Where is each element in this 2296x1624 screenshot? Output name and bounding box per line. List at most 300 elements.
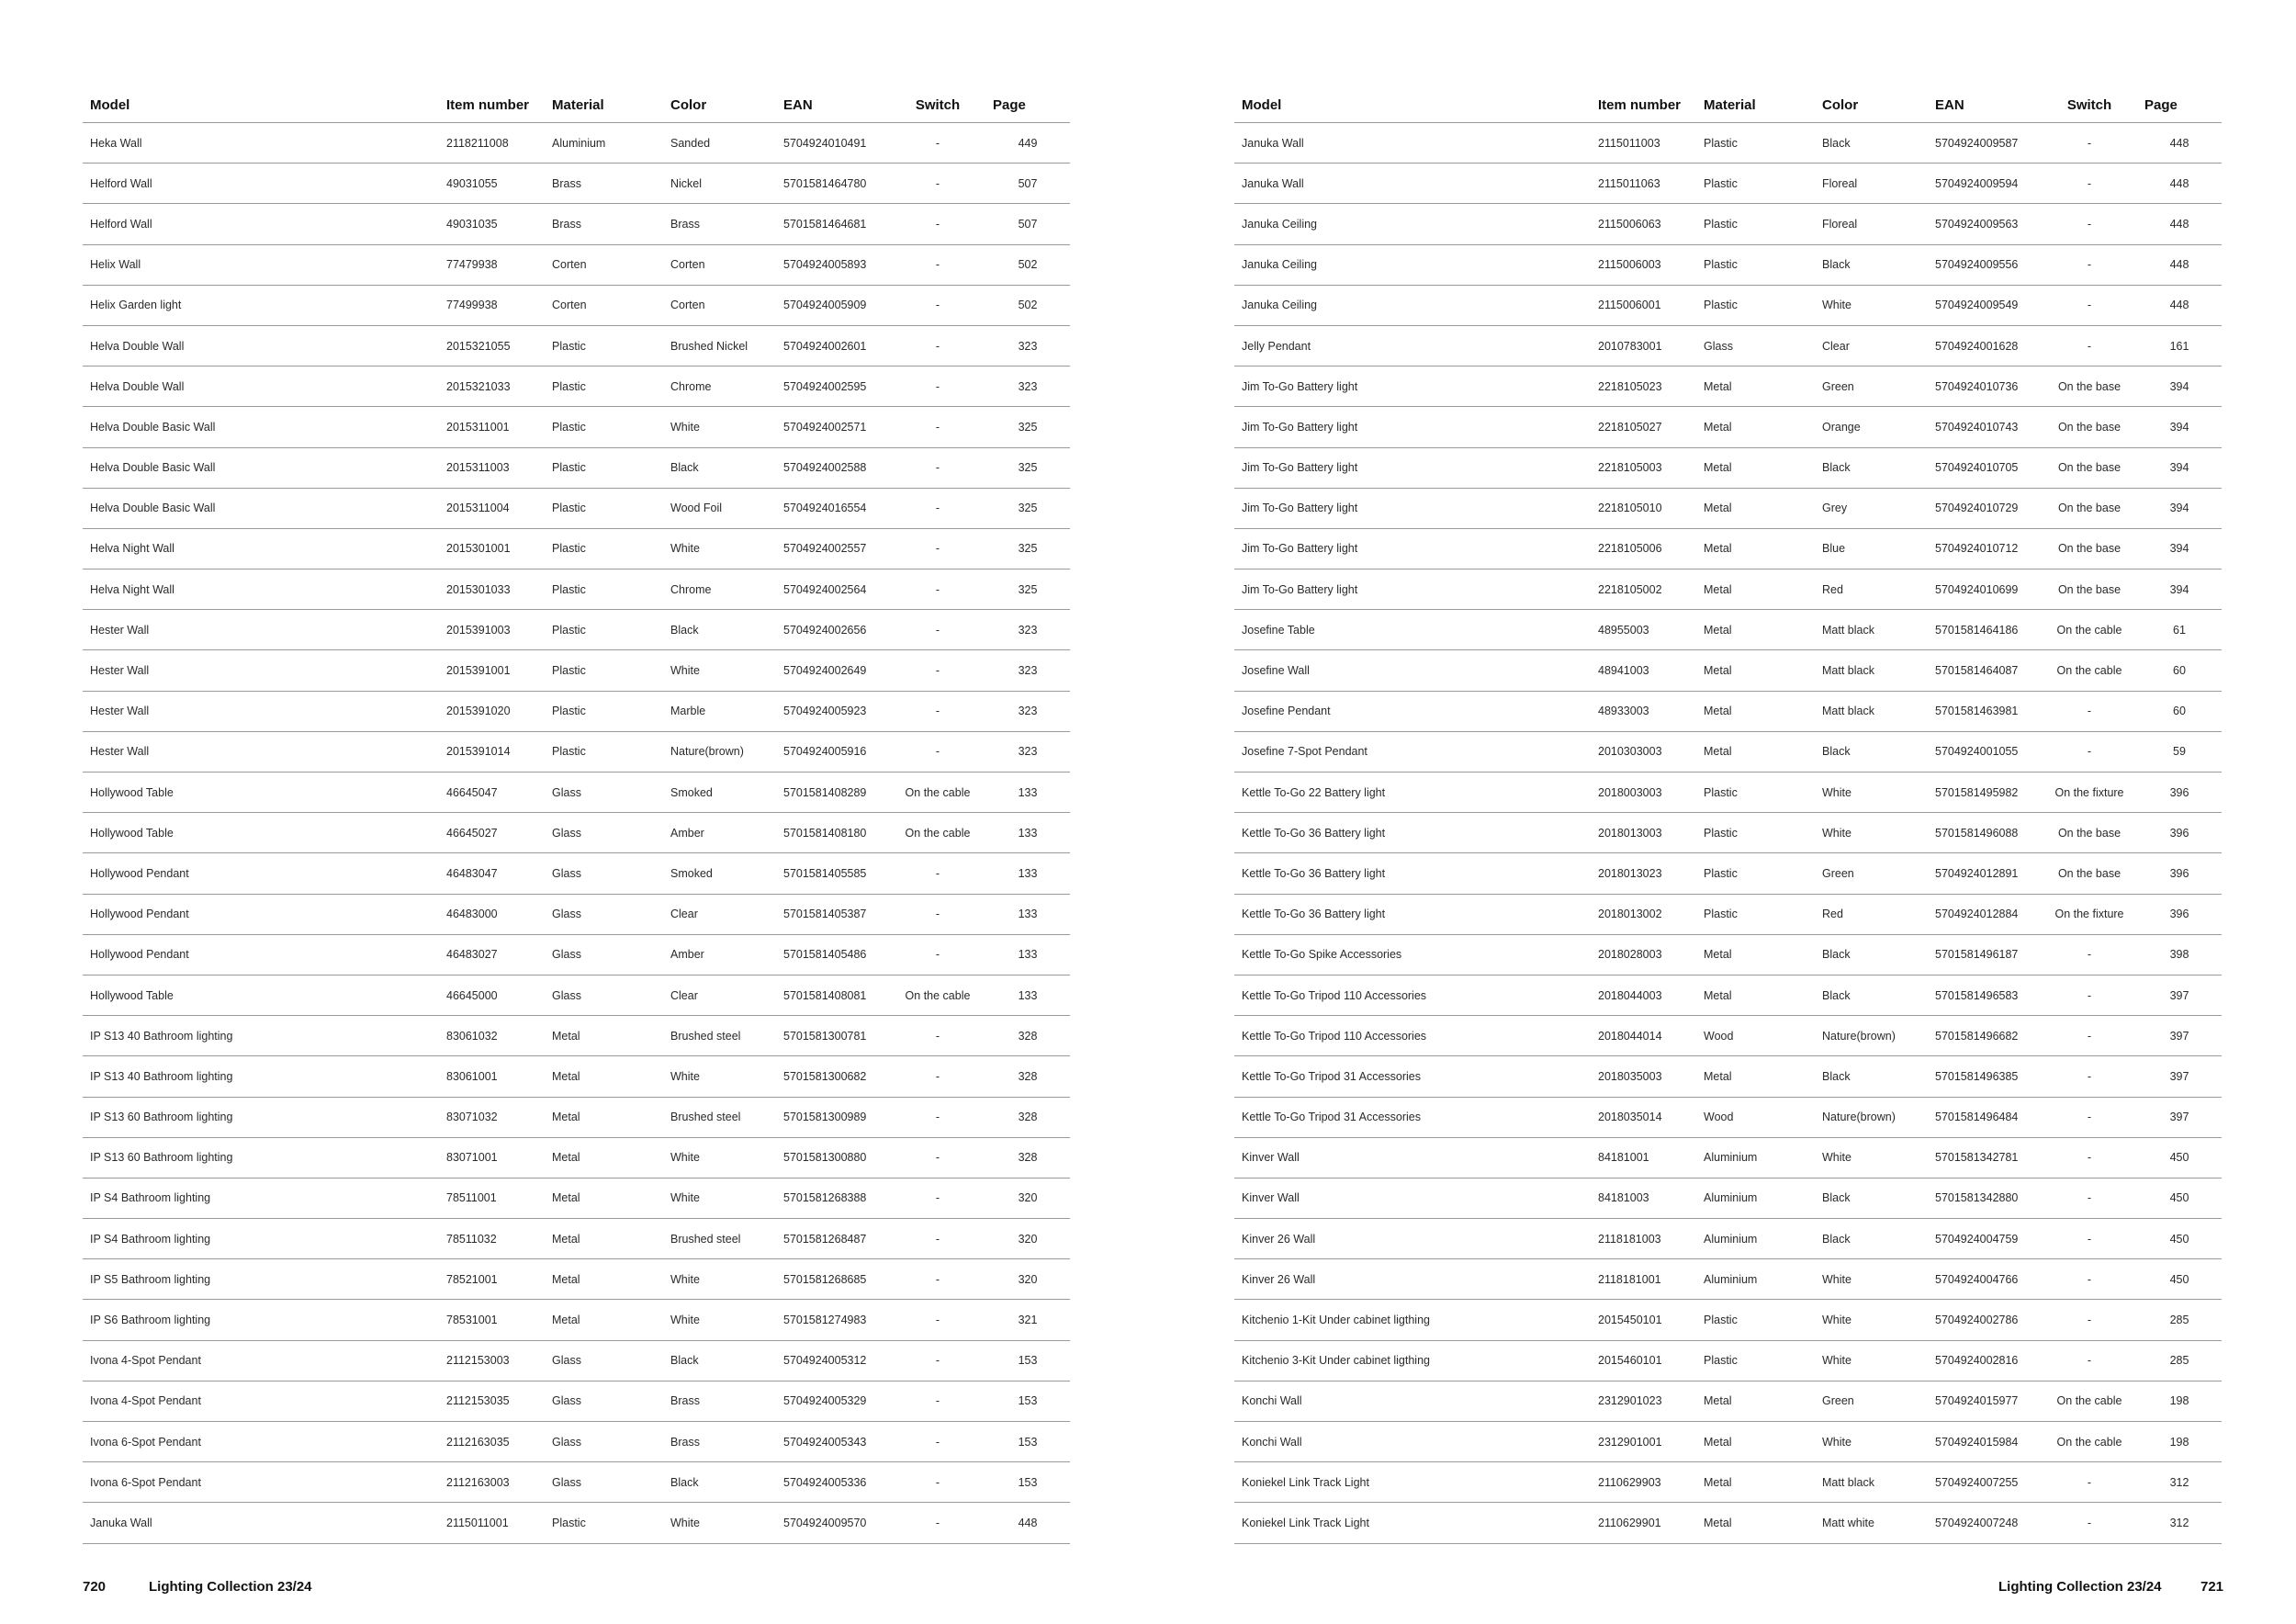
cell-color: Black: [663, 1462, 776, 1503]
cell-model: Kettle To-Go 36 Battery light: [1234, 813, 1591, 853]
cell-item-number: 2112163035: [439, 1422, 545, 1462]
cell-switch: -: [890, 1016, 985, 1056]
cell-ean: 5704924010729: [1928, 488, 2042, 528]
cell-switch: On the base: [2042, 813, 2137, 853]
table-row: [83, 975, 1070, 1015]
cell-material: Glass: [545, 1462, 663, 1503]
cell-ean: 5704924009587: [1928, 123, 2042, 164]
cell-model: Januka Ceiling: [1234, 244, 1591, 285]
cell-model: Helford Wall: [83, 164, 439, 204]
cell-ean: 5704924002786: [1928, 1300, 2042, 1340]
cell-item-number: 2112153003: [439, 1340, 545, 1381]
cell-item-number: 2015321033: [439, 367, 545, 407]
cell-page: 285: [2137, 1300, 2222, 1340]
cell-material: Plastic: [545, 731, 663, 772]
cell-ean: 5701581300880: [776, 1137, 890, 1178]
table-row: [1234, 1056, 2222, 1097]
cell-switch: -: [890, 1462, 985, 1503]
cell-model: Jim To-Go Battery light: [1234, 407, 1591, 447]
cell-model: Ivona 6-Spot Pendant: [83, 1462, 439, 1503]
cell-model: Kitchenio 3-Kit Under cabinet ligthing: [1234, 1340, 1591, 1381]
cell-switch: -: [2042, 123, 2137, 164]
table-row: [83, 204, 1070, 244]
cell-item-number: 2015391001: [439, 650, 545, 691]
cell-item-number: 2018013003: [1591, 813, 1696, 853]
cell-switch: On the cable: [2042, 1422, 2137, 1462]
table-row: [1234, 1178, 2222, 1218]
cell-color: Floreal: [1815, 164, 1928, 204]
cell-material: Glass: [545, 934, 663, 975]
cell-material: Brass: [545, 164, 663, 204]
table-row: [1234, 528, 2222, 569]
cell-page: 198: [2137, 1381, 2222, 1421]
cell-material: Metal: [1696, 691, 1815, 731]
table-row: [1234, 773, 2222, 813]
cell-page: 323: [985, 731, 1070, 772]
header-ean: EAN: [776, 88, 890, 123]
cell-color: White: [1815, 285, 1928, 325]
cell-material: Plastic: [545, 610, 663, 650]
cell-color: Black: [1815, 447, 1928, 488]
cell-material: Plastic: [1696, 244, 1815, 285]
cell-material: Metal: [1696, 528, 1815, 569]
cell-color: White: [1815, 1340, 1928, 1381]
cell-model: Ivona 4-Spot Pendant: [83, 1340, 439, 1381]
cell-ean: 5704924005312: [776, 1340, 890, 1381]
table-row: [1234, 367, 2222, 407]
cell-page: 133: [985, 894, 1070, 934]
cell-page: 325: [985, 570, 1070, 610]
cell-page: 285: [2137, 1340, 2222, 1381]
table-row: [1234, 813, 2222, 853]
cell-item-number: 2018044014: [1591, 1016, 1696, 1056]
table-row: [1234, 1340, 2222, 1381]
table-row: [1234, 1259, 2222, 1300]
cell-model: Kinver 26 Wall: [1234, 1259, 1591, 1300]
cell-material: Metal: [545, 1137, 663, 1178]
cell-item-number: 46483000: [439, 894, 545, 934]
cell-color: Corten: [663, 285, 776, 325]
cell-ean: 5704924001055: [1928, 731, 2042, 772]
table-row: [83, 650, 1070, 691]
cell-page: 448: [2137, 244, 2222, 285]
cell-model: IP S13 40 Bathroom lighting: [83, 1016, 439, 1056]
cell-color: White: [663, 1056, 776, 1097]
right-footer-title: Lighting Collection 23/24: [1998, 1579, 2162, 1595]
cell-material: Plastic: [545, 528, 663, 569]
cell-material: Metal: [1696, 1503, 1815, 1543]
cell-model: IP S13 60 Bathroom lighting: [83, 1137, 439, 1178]
header-color: Color: [663, 88, 776, 123]
cell-page: 133: [985, 934, 1070, 975]
cell-switch: On the base: [2042, 853, 2137, 894]
cell-switch: On the cable: [2042, 1381, 2137, 1421]
cell-switch: -: [890, 325, 985, 366]
table-row: [1234, 1381, 2222, 1421]
cell-page: 396: [2137, 813, 2222, 853]
cell-color: Matt black: [1815, 650, 1928, 691]
cell-material: Metal: [1696, 407, 1815, 447]
cell-color: Marble: [663, 691, 776, 731]
cell-color: Nature(brown): [1815, 1016, 1928, 1056]
table-row: [1234, 123, 2222, 164]
cell-color: Orange: [1815, 407, 1928, 447]
cell-model: Kinver 26 Wall: [1234, 1219, 1591, 1259]
cell-item-number: 2218105010: [1591, 488, 1696, 528]
cell-model: Hester Wall: [83, 610, 439, 650]
cell-switch: -: [2042, 731, 2137, 772]
cell-switch: -: [2042, 691, 2137, 731]
cell-material: Metal: [1696, 367, 1815, 407]
cell-model: Januka Wall: [1234, 123, 1591, 164]
cell-ean: 5704924005343: [776, 1422, 890, 1462]
cell-color: Matt black: [1815, 691, 1928, 731]
table-row: [83, 367, 1070, 407]
cell-switch: -: [2042, 1137, 2137, 1178]
cell-material: Plastic: [1696, 1340, 1815, 1381]
cell-ean: 5701581495982: [1928, 773, 2042, 813]
table-row: [1234, 447, 2222, 488]
cell-page: 312: [2137, 1462, 2222, 1503]
table-row: [1234, 731, 2222, 772]
cell-color: Amber: [663, 934, 776, 975]
right-table-body: [1234, 123, 2222, 1544]
cell-item-number: 2218105003: [1591, 447, 1696, 488]
cell-switch: -: [2042, 1503, 2137, 1543]
cell-item-number: 2115006003: [1591, 244, 1696, 285]
cell-ean: 5704924005923: [776, 691, 890, 731]
cell-item-number: 2115011003: [1591, 123, 1696, 164]
header-page: Page: [2137, 88, 2222, 123]
cell-material: Metal: [1696, 731, 1815, 772]
cell-page: 448: [2137, 164, 2222, 204]
cell-switch: -: [2042, 1097, 2137, 1137]
cell-model: Kettle To-Go Tripod 110 Accessories: [1234, 1016, 1591, 1056]
cell-item-number: 2018035014: [1591, 1097, 1696, 1137]
cell-color: Brass: [663, 204, 776, 244]
cell-page: 394: [2137, 447, 2222, 488]
cell-switch: -: [890, 1178, 985, 1218]
cell-color: Sanded: [663, 123, 776, 164]
cell-item-number: 78511032: [439, 1219, 545, 1259]
cell-switch: -: [890, 1056, 985, 1097]
cell-page: 448: [2137, 123, 2222, 164]
cell-color: Brass: [663, 1422, 776, 1462]
cell-ean: 5704924010699: [1928, 570, 2042, 610]
cell-color: Brushed steel: [663, 1097, 776, 1137]
cell-item-number: 2018028003: [1591, 934, 1696, 975]
cell-color: Smoked: [663, 773, 776, 813]
cell-material: Glass: [545, 1422, 663, 1462]
cell-page: 448: [2137, 204, 2222, 244]
cell-color: White: [663, 1300, 776, 1340]
cell-item-number: 2110629901: [1591, 1503, 1696, 1543]
table-row: [83, 1422, 1070, 1462]
cell-model: Kettle To-Go 36 Battery light: [1234, 853, 1591, 894]
cell-switch: -: [890, 407, 985, 447]
cell-material: Plastic: [1696, 773, 1815, 813]
cell-switch: On the cable: [890, 813, 985, 853]
table-row: [83, 1381, 1070, 1421]
cell-item-number: 46645000: [439, 975, 545, 1015]
cell-item-number: 78521001: [439, 1259, 545, 1300]
cell-model: Kettle To-Go Spike Accessories: [1234, 934, 1591, 975]
table-row: [1234, 407, 2222, 447]
table-row: [83, 447, 1070, 488]
cell-page: 328: [985, 1097, 1070, 1137]
cell-model: Jim To-Go Battery light: [1234, 367, 1591, 407]
cell-item-number: 2312901001: [1591, 1422, 1696, 1462]
cell-material: Metal: [1696, 488, 1815, 528]
cell-model: Helva Double Wall: [83, 325, 439, 366]
cell-model: Kettle To-Go 22 Battery light: [1234, 773, 1591, 813]
cell-model: Hester Wall: [83, 650, 439, 691]
cell-material: Plastic: [545, 447, 663, 488]
cell-switch: -: [890, 204, 985, 244]
cell-ean: 5701581408180: [776, 813, 890, 853]
cell-switch: -: [2042, 1300, 2137, 1340]
cell-material: Glass: [545, 975, 663, 1015]
cell-item-number: 2015301033: [439, 570, 545, 610]
cell-ean: 5701581268685: [776, 1259, 890, 1300]
cell-color: Nickel: [663, 164, 776, 204]
cell-item-number: 2018003003: [1591, 773, 1696, 813]
cell-material: Plastic: [1696, 204, 1815, 244]
cell-page: 59: [2137, 731, 2222, 772]
cell-material: Metal: [1696, 570, 1815, 610]
cell-ean: 5701581408081: [776, 975, 890, 1015]
cell-page: 450: [2137, 1178, 2222, 1218]
cell-page: 396: [2137, 773, 2222, 813]
cell-switch: -: [890, 123, 985, 164]
cell-item-number: 2015391014: [439, 731, 545, 772]
table-row: [1234, 1300, 2222, 1340]
cell-model: IP S4 Bathroom lighting: [83, 1178, 439, 1218]
cell-switch: On the fixture: [2042, 894, 2137, 934]
cell-ean: 5701581408289: [776, 773, 890, 813]
cell-item-number: 77499938: [439, 285, 545, 325]
cell-switch: -: [2042, 934, 2137, 975]
cell-model: Kettle To-Go Tripod 110 Accessories: [1234, 975, 1591, 1015]
cell-model: Hollywood Table: [83, 813, 439, 853]
cell-page: 133: [985, 853, 1070, 894]
cell-ean: 5701581463981: [1928, 691, 2042, 731]
cell-page: 449: [985, 123, 1070, 164]
cell-switch: -: [890, 1422, 985, 1462]
cell-ean: 5701581464087: [1928, 650, 2042, 691]
table-row: [83, 1056, 1070, 1097]
cell-material: Glass: [1696, 325, 1815, 366]
cell-item-number: 48933003: [1591, 691, 1696, 731]
table-row: [1234, 1016, 2222, 1056]
cell-switch: -: [890, 1381, 985, 1421]
cell-page: 323: [985, 650, 1070, 691]
cell-ean: 5704924009563: [1928, 204, 2042, 244]
cell-ean: 5701581274983: [776, 1300, 890, 1340]
cell-switch: -: [890, 650, 985, 691]
table-row: [83, 123, 1070, 164]
cell-page: 507: [985, 164, 1070, 204]
cell-item-number: 2015311003: [439, 447, 545, 488]
table-row: [1234, 488, 2222, 528]
table-row: [83, 1219, 1070, 1259]
cell-material: Metal: [545, 1016, 663, 1056]
cell-model: Heka Wall: [83, 123, 439, 164]
cell-switch: -: [2042, 285, 2137, 325]
table-row: [1234, 325, 2222, 366]
cell-switch: -: [890, 1219, 985, 1259]
cell-item-number: 2115011063: [1591, 164, 1696, 204]
cell-model: Helix Garden light: [83, 285, 439, 325]
cell-material: Metal: [1696, 1462, 1815, 1503]
cell-ean: 5701581464186: [1928, 610, 2042, 650]
cell-material: Glass: [545, 853, 663, 894]
cell-color: Brass: [663, 1381, 776, 1421]
cell-material: Wood: [1696, 1016, 1815, 1056]
table-row: [1234, 610, 2222, 650]
cell-item-number: 46483027: [439, 934, 545, 975]
table-row: [83, 1016, 1070, 1056]
cell-page: 450: [2137, 1137, 2222, 1178]
cell-switch: -: [890, 731, 985, 772]
cell-model: Jim To-Go Battery light: [1234, 528, 1591, 569]
table-row: [1234, 975, 2222, 1015]
cell-page: 328: [985, 1056, 1070, 1097]
cell-material: Plastic: [545, 407, 663, 447]
cell-ean: 5704924010705: [1928, 447, 2042, 488]
cell-material: Plastic: [545, 650, 663, 691]
cell-ean: 5704924002601: [776, 325, 890, 366]
cell-switch: -: [2042, 1178, 2137, 1218]
cell-item-number: 83071032: [439, 1097, 545, 1137]
cell-material: Metal: [545, 1259, 663, 1300]
header-switch: Switch: [2042, 88, 2137, 123]
cell-page: 323: [985, 325, 1070, 366]
table-row: [1234, 164, 2222, 204]
cell-page: 396: [2137, 894, 2222, 934]
header-ean: EAN: [1928, 88, 2042, 123]
cell-item-number: 2018044003: [1591, 975, 1696, 1015]
cell-ean: 5704924009556: [1928, 244, 2042, 285]
cell-switch: -: [890, 367, 985, 407]
cell-page: 502: [985, 285, 1070, 325]
cell-switch: On the base: [2042, 528, 2137, 569]
table-row: [83, 853, 1070, 894]
cell-item-number: 2118181003: [1591, 1219, 1696, 1259]
cell-material: Plastic: [545, 691, 663, 731]
cell-ean: 5701581496583: [1928, 975, 2042, 1015]
cell-color: Nature(brown): [1815, 1097, 1928, 1137]
cell-color: White: [1815, 1300, 1928, 1340]
table-row: [83, 528, 1070, 569]
table-row: [83, 325, 1070, 366]
cell-material: Metal: [545, 1097, 663, 1137]
cell-color: Matt black: [1815, 610, 1928, 650]
cell-model: Hollywood Table: [83, 773, 439, 813]
cell-item-number: 2018013023: [1591, 853, 1696, 894]
cell-material: Plastic: [545, 325, 663, 366]
cell-switch: -: [890, 610, 985, 650]
cell-model: Kettle To-Go 36 Battery light: [1234, 894, 1591, 934]
cell-page: 323: [985, 691, 1070, 731]
header-material: Material: [545, 88, 663, 123]
cell-switch: On the cable: [2042, 610, 2137, 650]
cell-page: 321: [985, 1300, 1070, 1340]
cell-material: Plastic: [545, 367, 663, 407]
cell-color: White: [1815, 1259, 1928, 1300]
cell-material: Metal: [1696, 447, 1815, 488]
table-row: [1234, 853, 2222, 894]
cell-item-number: 84181003: [1591, 1178, 1696, 1218]
table-row: [1234, 894, 2222, 934]
cell-color: Matt black: [1815, 1462, 1928, 1503]
cell-material: Plastic: [1696, 813, 1815, 853]
left-product-table: [83, 88, 1070, 1544]
table-row: [83, 244, 1070, 285]
cell-item-number: 2312901023: [1591, 1381, 1696, 1421]
cell-ean: 5704924007248: [1928, 1503, 2042, 1543]
cell-page: 450: [2137, 1259, 2222, 1300]
cell-ean: 5704924009594: [1928, 164, 2042, 204]
cell-material: Wood: [1696, 1097, 1815, 1137]
cell-color: White: [1815, 813, 1928, 853]
cell-page: 325: [985, 488, 1070, 528]
cell-material: Glass: [545, 813, 663, 853]
cell-switch: On the base: [2042, 447, 2137, 488]
cell-model: Jim To-Go Battery light: [1234, 488, 1591, 528]
table-row: [1234, 285, 2222, 325]
table-row: [83, 1503, 1070, 1543]
table-row: [83, 1462, 1070, 1503]
header-row: [83, 88, 1070, 123]
cell-material: Plastic: [545, 488, 663, 528]
cell-material: Plastic: [545, 1503, 663, 1543]
cell-item-number: 2218105006: [1591, 528, 1696, 569]
cell-page: 328: [985, 1137, 1070, 1178]
table-row: [1234, 650, 2222, 691]
table-row: [83, 1340, 1070, 1381]
cell-item-number: 2015311004: [439, 488, 545, 528]
cell-model: Hester Wall: [83, 691, 439, 731]
header-row: [1234, 88, 2222, 123]
cell-material: Plastic: [1696, 1300, 1815, 1340]
cell-model: Kettle To-Go Tripod 31 Accessories: [1234, 1097, 1591, 1137]
cell-page: 161: [2137, 325, 2222, 366]
cell-page: 320: [985, 1178, 1070, 1218]
cell-page: 325: [985, 407, 1070, 447]
cell-material: Corten: [545, 244, 663, 285]
cell-item-number: 2112153035: [439, 1381, 545, 1421]
right-page-number: 721: [2200, 1579, 2224, 1595]
cell-ean: 5701581405585: [776, 853, 890, 894]
cell-color: Black: [1815, 975, 1928, 1015]
table-row: [1234, 244, 2222, 285]
cell-material: Metal: [545, 1056, 663, 1097]
cell-color: White: [1815, 1422, 1928, 1462]
cell-material: Metal: [545, 1178, 663, 1218]
cell-item-number: 48955003: [1591, 610, 1696, 650]
cell-ean: 5701581496088: [1928, 813, 2042, 853]
cell-switch: -: [890, 528, 985, 569]
cell-model: Konchi Wall: [1234, 1381, 1591, 1421]
cell-page: 325: [985, 528, 1070, 569]
cell-model: Hollywood Pendant: [83, 894, 439, 934]
cell-page: 153: [985, 1422, 1070, 1462]
cell-item-number: 78511001: [439, 1178, 545, 1218]
cell-switch: -: [2042, 1219, 2137, 1259]
cell-item-number: 2110629903: [1591, 1462, 1696, 1503]
cell-model: Jim To-Go Battery light: [1234, 447, 1591, 488]
